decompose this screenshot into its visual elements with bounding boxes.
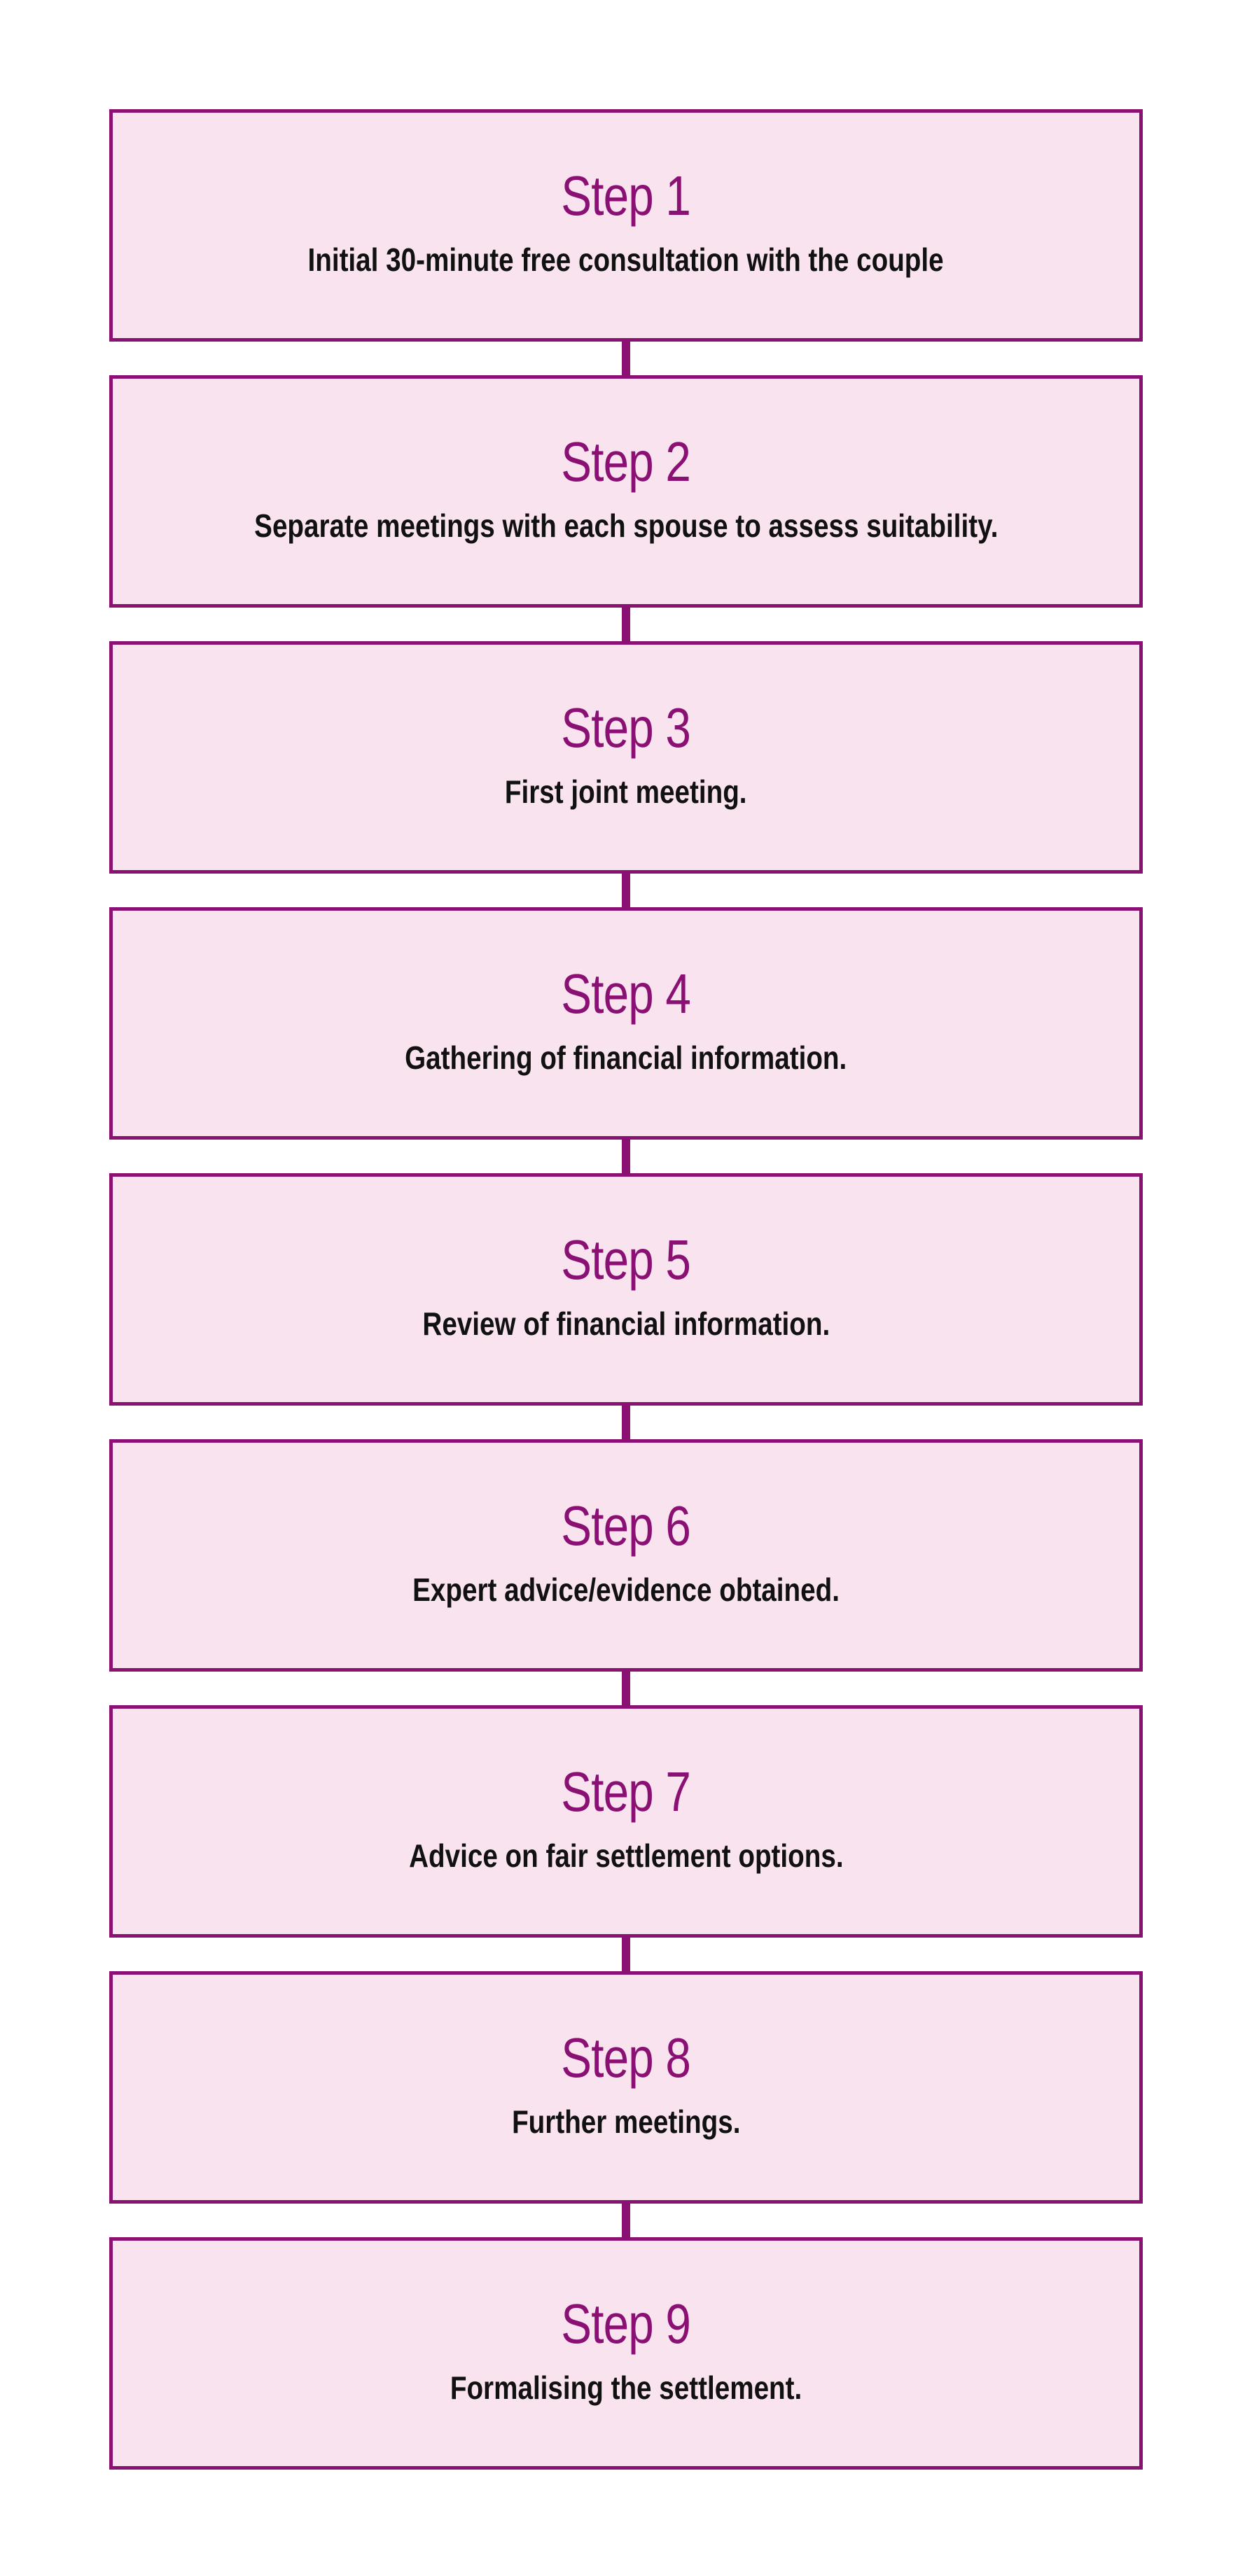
connector-line (622, 874, 630, 907)
step-description: Expert advice/evidence obtained. (412, 1571, 840, 1608)
connector-line (622, 1140, 630, 1173)
step-box-7 (109, 1705, 1143, 1938)
step-description: Separate meetings with each spouse to assess suitability. (253, 507, 999, 544)
step-box-5 (109, 1173, 1143, 1406)
step-box-4 (109, 907, 1143, 1140)
step-title: Step 5 (561, 1228, 691, 1291)
step-title: Step 6 (561, 1494, 691, 1557)
step-box-8 (109, 1971, 1143, 2204)
connector-line (622, 342, 630, 375)
process-flowchart (109, 109, 1143, 2470)
step-description: Gathering of financial information. (405, 1039, 847, 1076)
step-description: Formalising the settlement. (450, 2369, 802, 2406)
step-description: First joint meeting. (505, 773, 747, 810)
step-title: Step 3 (561, 696, 691, 759)
step-title: Step 4 (561, 962, 691, 1025)
step-title: Step 1 (561, 164, 691, 227)
connector-line (622, 1938, 630, 1971)
step-box-6 (109, 1439, 1143, 1672)
step-box-3 (109, 641, 1143, 874)
step-title: Step 9 (561, 2292, 691, 2355)
connector-line (622, 1672, 630, 1705)
step-description: Further meetings. (511, 2103, 741, 2140)
step-title: Step 2 (561, 430, 691, 493)
step-description: Review of financial information. (422, 1305, 830, 1342)
step-box-9 (109, 2237, 1143, 2470)
step-title: Step 8 (561, 2026, 691, 2089)
step-description: Initial 30-minute free consultation with the couple (307, 241, 945, 278)
connector-line (622, 1406, 630, 1439)
step-box-2 (109, 375, 1143, 608)
connector-line (622, 608, 630, 641)
connector-line (622, 2204, 630, 2237)
step-description: Advice on fair settlement options. (408, 1837, 844, 1874)
step-box-1 (109, 109, 1143, 342)
step-title: Step 7 (561, 1760, 691, 1823)
